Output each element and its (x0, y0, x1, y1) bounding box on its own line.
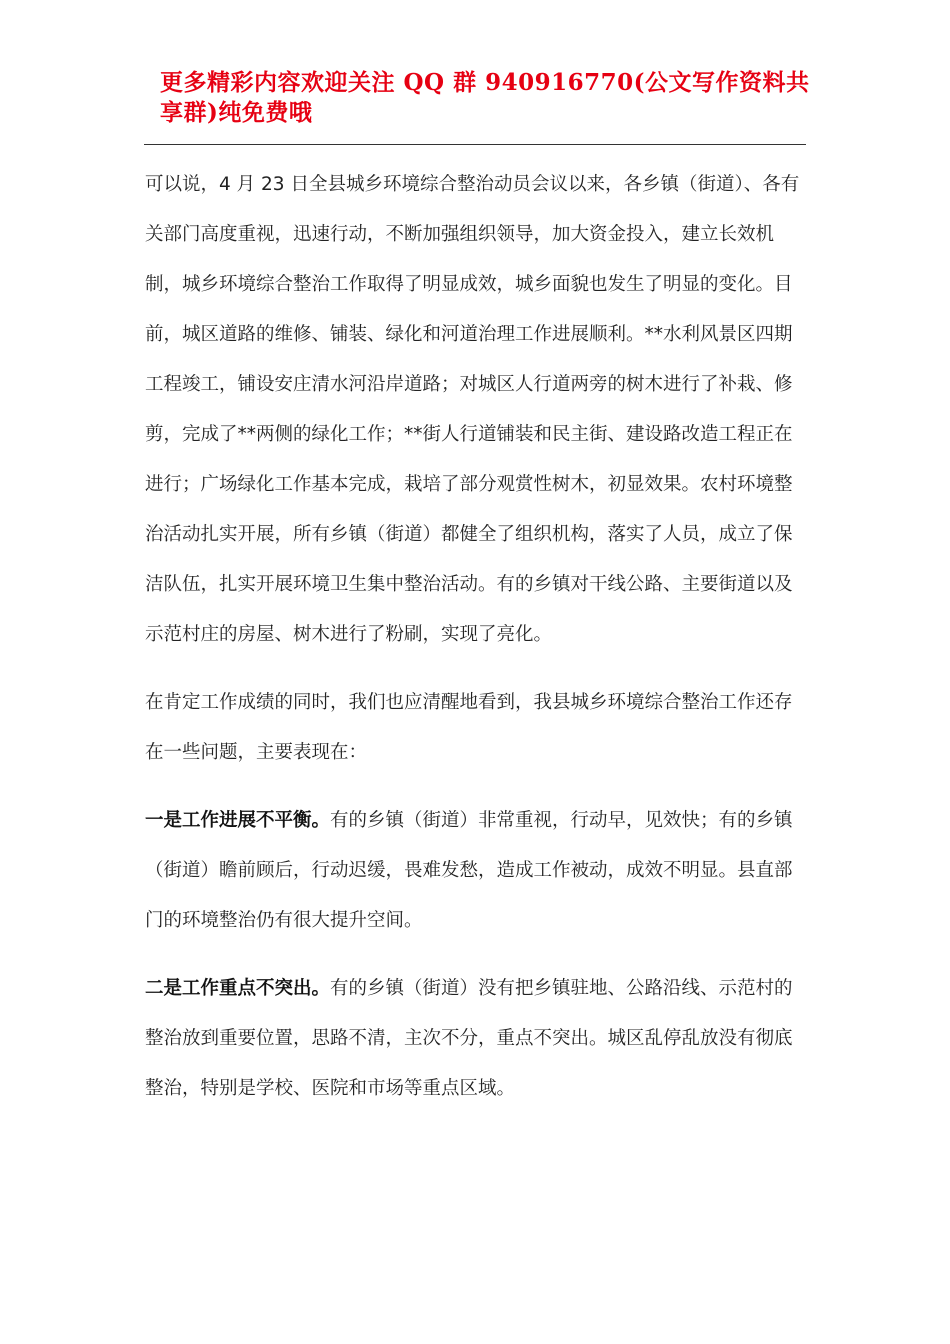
paragraph-problem-1 (145, 796, 807, 946)
paragraph-text: 可以说，4 月 23 日全县城乡环境综合整治动员会议以来，各乡镇（街道）、各有关部门高度重视，迅速行动，不断加强组织领导，加大资金投入，建立长效机制，城乡环境综合整治工作取得了明显成效，城乡面貌也发生了明显的变化。目前，城区道路的维修、铺装、绿化和河道治理工作进展顺利。**水利风景区四期工程竣工，铺设安庄清水河沿岸道路；对城区人行道两旁的树木进行了补栽、修剪，完成了**两侧的绿化工作；**街人行道铺装和民主街、建设路改造工程正在进行；广场绿化工作基本完成，栽培了部分观赏性树木，初显效果。农村环境整治活动扎实开展，所有乡镇（街道）都健全了组织机构，落实了人员，成立了保洁队伍，扎实开展环境卫生集中整治活动。有的乡镇对干线公路、主要街道以及示范村庄的房屋、树木进行了粉刷，实现了亮化。 (145, 174, 800, 645)
document-body (145, 160, 807, 1114)
promo-header: 更多精彩内容欢迎关注 QQ 群 940916770(公文写作资料共享群)纯免费哦 (160, 69, 810, 126)
paragraph-text: 有的乡镇（街道）没有把乡镇驻地、公路沿线、示范村的整治放到重要位置，思路不清，主次不分，重点不突出。城区乱停乱放没有彻底整治，特别是学校、医院和市场等重点区域。 (145, 978, 793, 1099)
paragraph-problems-intro (145, 678, 807, 778)
paragraph-text: 在肯定工作成绩的同时，我们也应清醒地看到，我县城乡环境综合整治工作还存在一些问题，主要表现在： (145, 692, 793, 763)
paragraph-text: 有的乡镇（街道）非常重视，行动早，见效快；有的乡镇（街道）瞻前顾后，行动迟缓，畏难发愁，造成工作被动，成效不明显。县直部门的环境整治仍有很大提升空间。 (145, 810, 793, 931)
header-divider (144, 144, 806, 145)
paragraph-lead: 一是工作进展不平衡。 (145, 810, 331, 831)
paragraph-achievements (145, 160, 807, 660)
paragraph-lead: 二是工作重点不突出。 (145, 978, 331, 999)
paragraph-problem-2 (145, 964, 807, 1114)
